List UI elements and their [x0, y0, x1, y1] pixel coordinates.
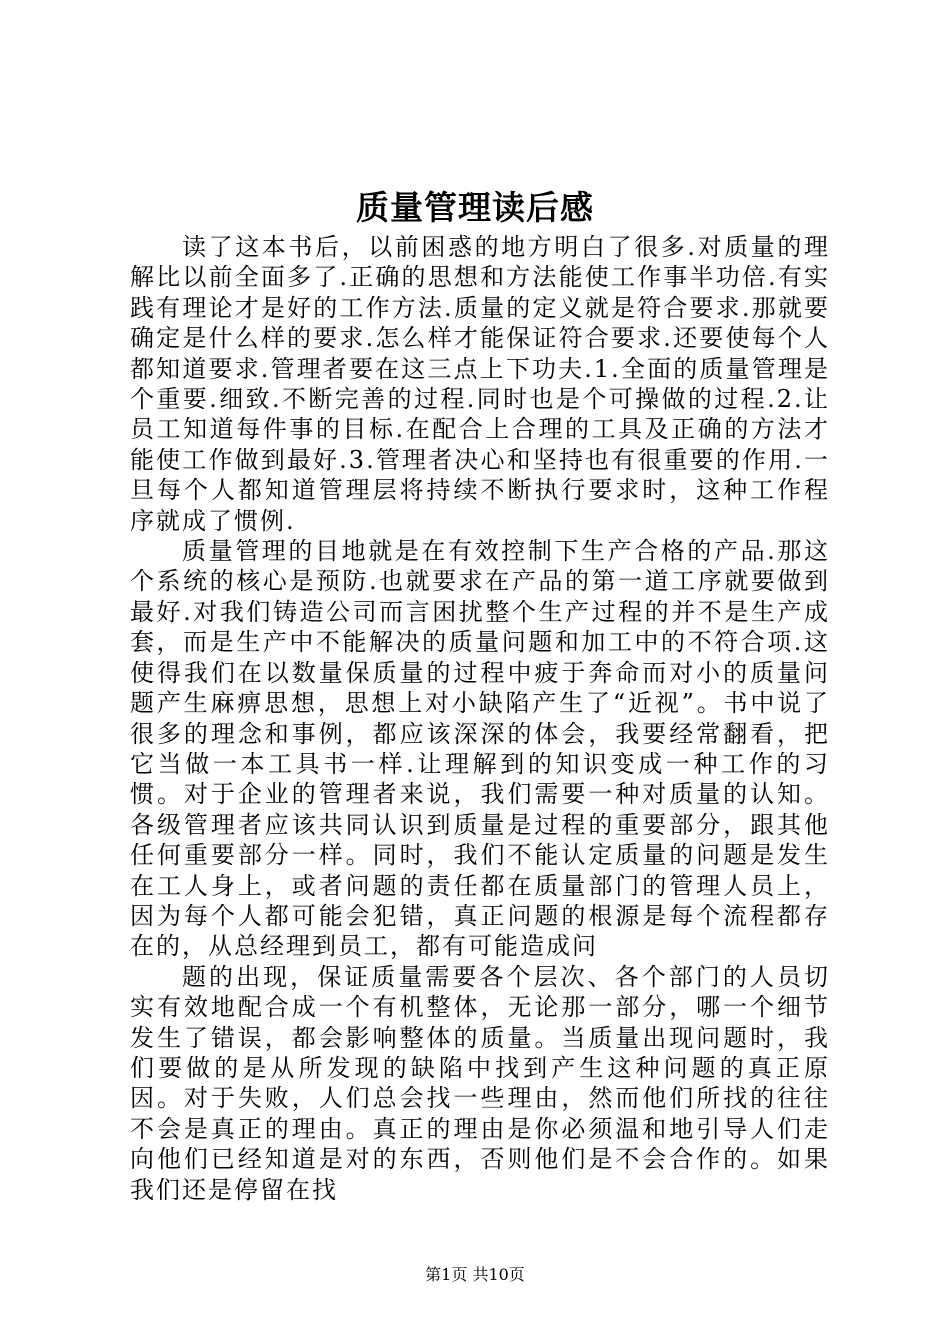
paragraph: 题的出现，保证质量需要各个层次、各个部门的人员切实有效地配合成一个有机整体，无论那一部分，哪一个细节发生了错误，都会影响整体的质量。当质量出现问题时，我们要做的是从所发现的缺陷中找到产生这种问题的真正原因。对于失败，人们总会找一些理由，然而他们所找的往往不会是真正的理由。真正的理由是你必须温和地引导人们走向他们已经知道是对的东西，否则他们是不会合作的。如果我们还是停留在找 — [130, 962, 830, 1204]
document-body — [130, 232, 830, 1205]
paragraph: 读了这本书后，以前困惑的地方明白了很多.对质量的理解比以前全面多了.正确的思想和方法能使工作事半功倍.有实践有理论才是好的工作方法.质量的定义就是符合要求.那就要确定是什么样的要求.怎么样才能保证符合要求.还要使每个人都知道要求.管理者要在这三点上下功夫.1.全面的质量管理是个重要.细致.不断完善的过程.同时也是个可操做的过程.2.让员工知道每件事的目标.在配合上合理的工具及正确的方法才能使工作做到最好.3.管理者决心和坚持也有很重要的作用.一旦每个人都知道管理层将持续不断执行要求时，这种工作程序就成了惯例. — [130, 233, 830, 535]
paragraph: 质量管理的目地就是在有效控制下生产合格的产品.那这个系统的核心是预防.也就要求在产品的第一道工序就要做到最好.对我们铸造公司而言困扰整个生产过程的并不是生产成套，而是生产中不能解决的质量问题和加工中的不符合项.这使得我们在以数量保质量的过程中疲于奔命而对小的质量问题产生麻痹思想，思想上对小缺陷产生了“近视”。书中说了很多的理念和事例，都应该深深的体会，我要经常翻看，把它当做一本工具书一样.让理解到的知识变成一种工作的习惯。对于企业的管理者来说，我们需要一种对质量的认知。各级管理者应该共同认识到质量是过程的重要部分，跟其他任何重要部分一样。同时，我们不能认定质量的问题是发生在工人身上，或者问题的责任都在质量部门的管理人员上，因为每个人都可能会犯错，真正问题的根源是每个流程都存在的，从总经理到员工，都有可能造成问 — [130, 537, 830, 961]
page-footer: 第1页 共10页 — [425, 1265, 525, 1284]
document-title: 质量管理读后感 — [356, 188, 594, 227]
